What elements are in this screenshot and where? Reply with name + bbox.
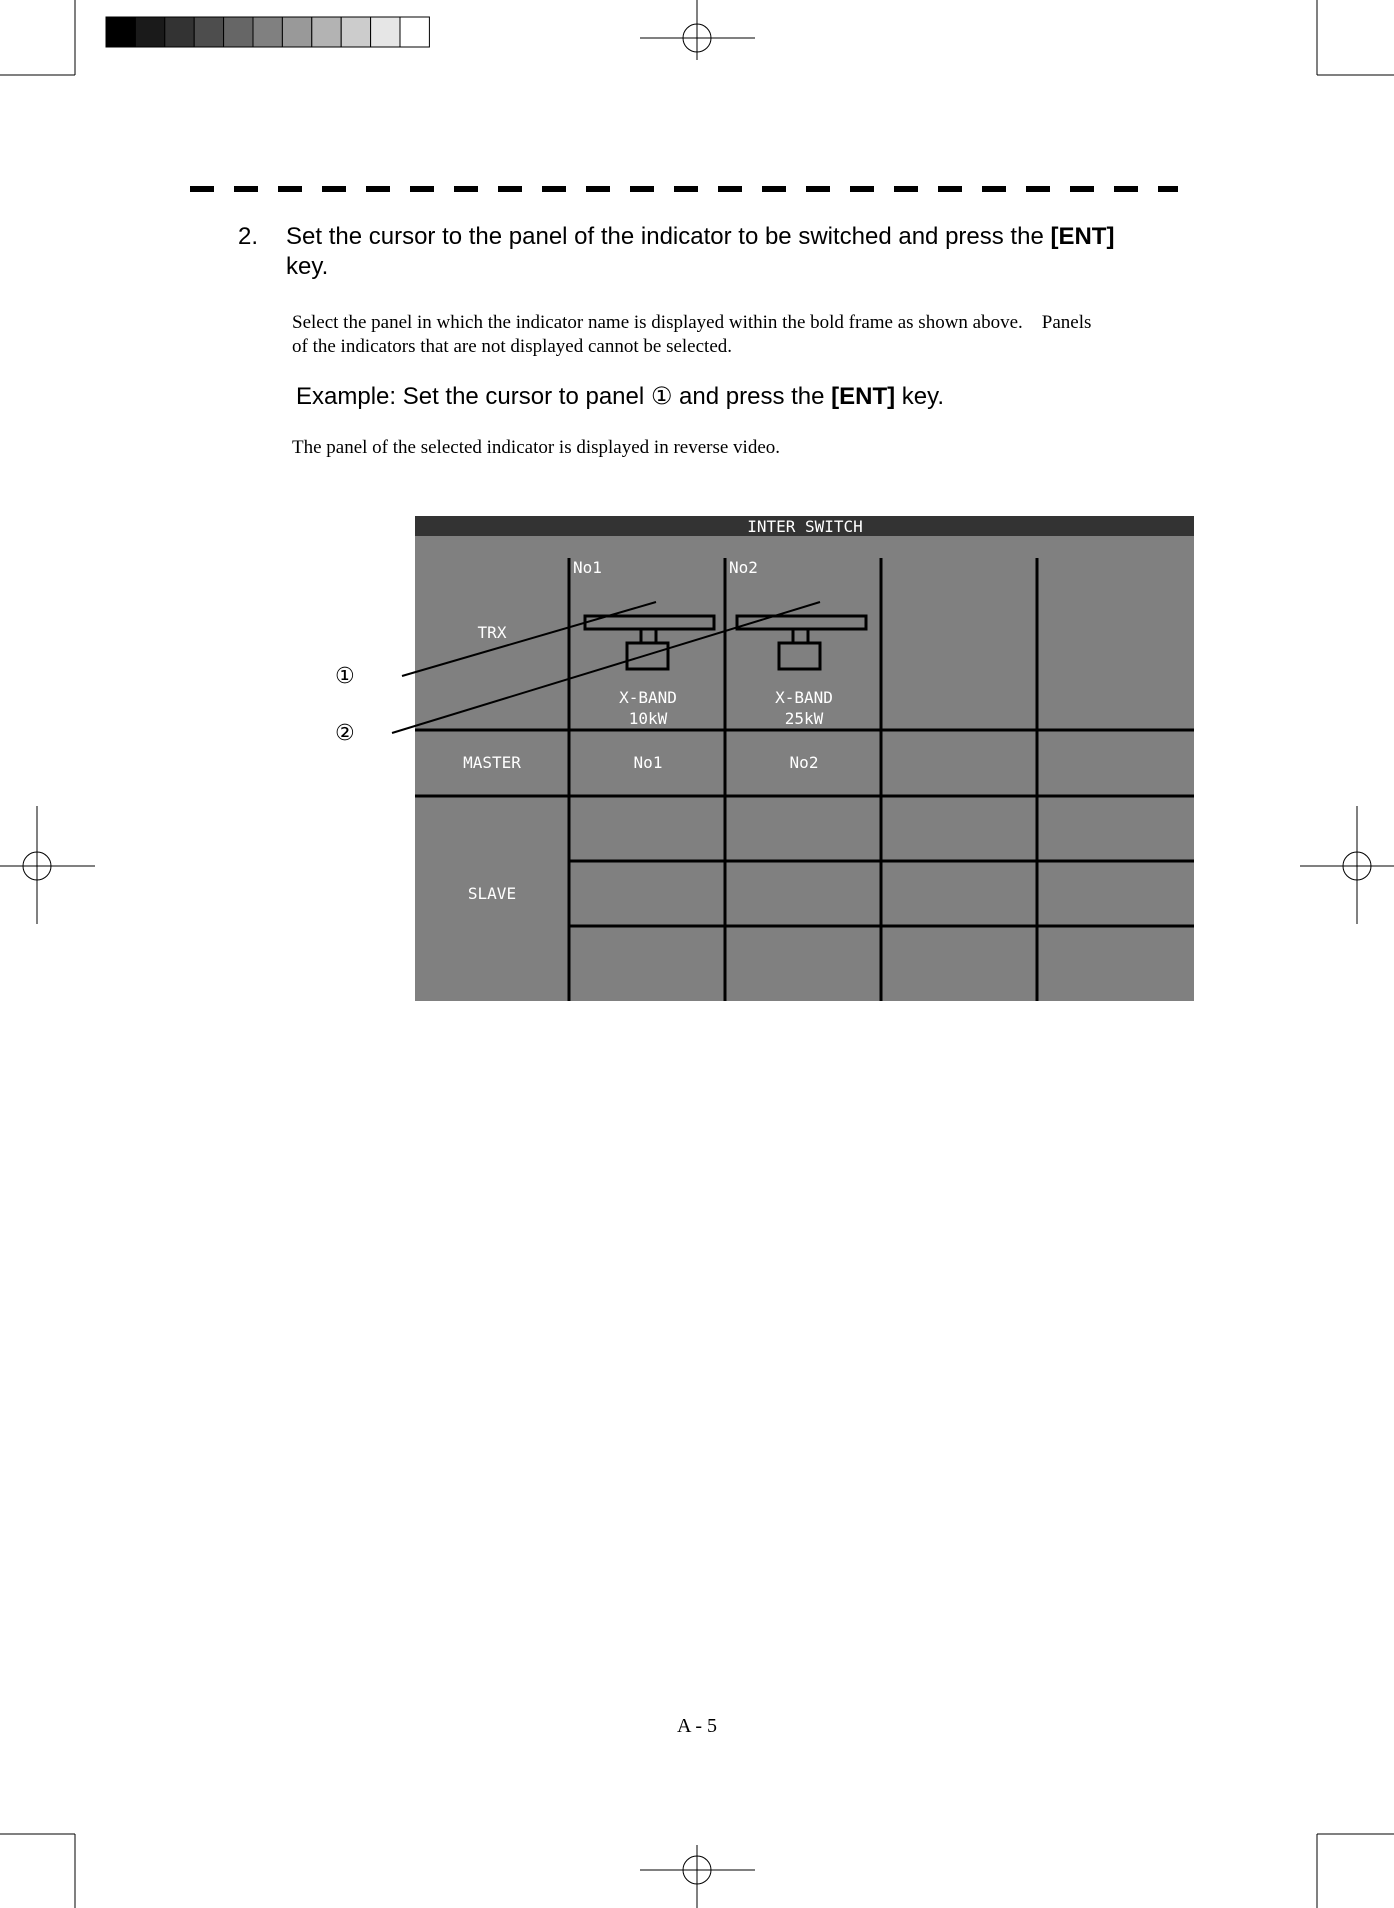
- example-text-middle: and press the: [672, 383, 832, 410]
- note-line-2: of the indicators that are not displayed cannot be selected.: [292, 336, 733, 357]
- gray-scale-swatch: [341, 17, 370, 47]
- step-number: 2.: [238, 223, 259, 250]
- example-line: [296, 382, 944, 411]
- callout-marker-2: ②: [335, 721, 355, 746]
- gray-scale-swatch: [253, 17, 282, 47]
- gray-scale-swatch: [400, 17, 429, 47]
- example-ent-key: [ENT]: [831, 383, 896, 410]
- example-text: Example: Set the cursor to panel: [296, 383, 651, 410]
- gray-scale-swatch: [371, 17, 400, 47]
- gray-scale-swatch: [312, 17, 341, 47]
- gray-scale-swatch: [165, 17, 194, 47]
- ent-key-label: [ENT]: [1050, 223, 1115, 250]
- row-label-trx: TRX: [477, 623, 507, 642]
- column-header-no1: No1: [573, 558, 602, 577]
- example-text-end: key.: [895, 383, 945, 410]
- master-value-no1[interactable]: No1: [633, 753, 663, 772]
- selection-note: [292, 311, 1192, 359]
- note-line-1: Select the panel in which the indicator name is displayed within the bold frame as shown above. Panels: [292, 312, 1092, 333]
- screen-title: INTER SWITCH: [747, 517, 863, 536]
- master-value-no2[interactable]: No2: [789, 753, 819, 772]
- gray-scale-swatch: [106, 17, 135, 47]
- trx-panel-1-band[interactable]: X-BAND: [619, 688, 677, 707]
- gray-scale-swatch: [135, 17, 164, 47]
- gray-scale-swatch: [282, 17, 311, 47]
- inter-switch-screen: [335, 510, 1200, 1010]
- circled-one-marker: ①: [650, 382, 673, 410]
- row-label-slave: SLAVE: [467, 884, 517, 903]
- row-label-master: MASTER: [463, 753, 521, 772]
- page-number: A - 5: [677, 1715, 717, 1737]
- gray-scale-bar: [106, 17, 429, 47]
- step-text-end: key.: [286, 253, 329, 280]
- gray-scale-swatch: [224, 17, 253, 47]
- step-text: Set the cursor to the panel of the indicator to be switched and press the: [286, 223, 1051, 250]
- reverse-video-note: The panel of the selected indicator is displayed in reverse video.: [292, 437, 781, 458]
- trx-panel-2-band[interactable]: X-BAND: [775, 688, 833, 707]
- step-instruction: [238, 222, 1158, 282]
- callout-marker-1: ①: [335, 664, 355, 689]
- trx-panel-2-power[interactable]: 25kW: [784, 709, 824, 728]
- trx-panel-1-power[interactable]: 10kW: [628, 709, 668, 728]
- column-header-no2: No2: [729, 558, 758, 577]
- gray-scale-swatch: [194, 17, 223, 47]
